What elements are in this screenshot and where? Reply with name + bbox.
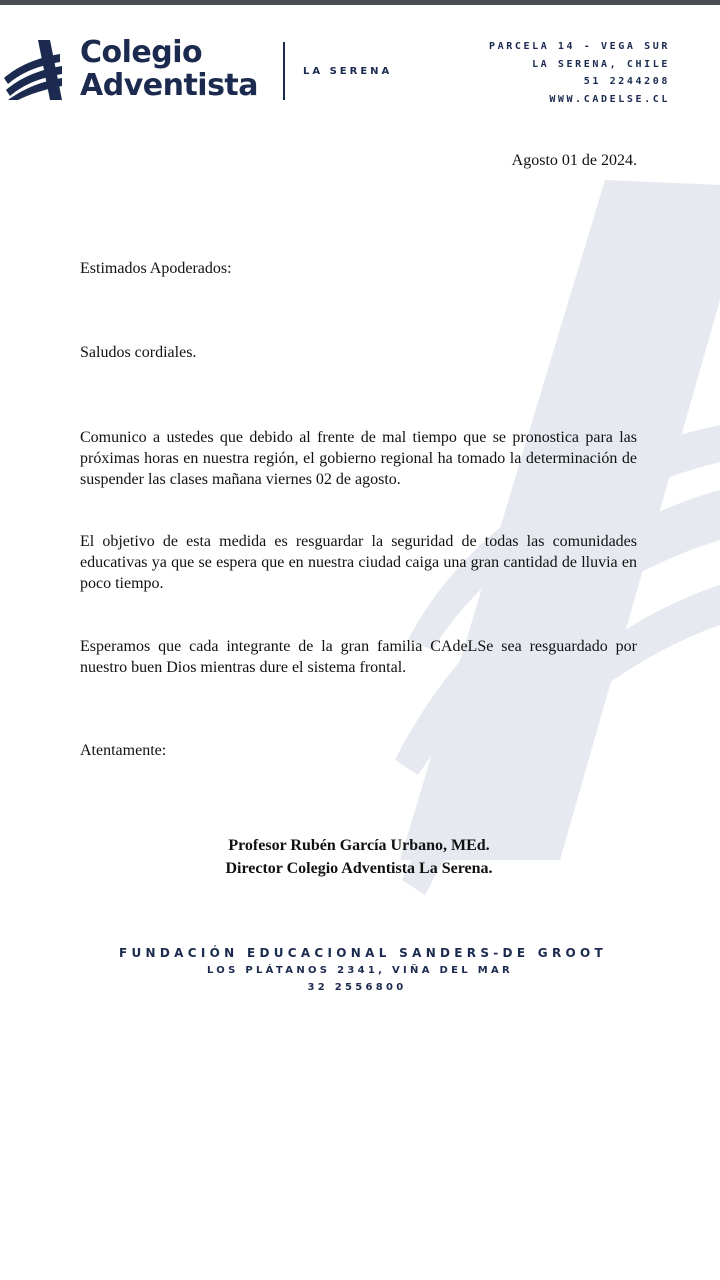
school-name [80, 36, 258, 102]
letter-paragraph-3: Esperamos que cada integrante de la gran familia CAdeLSe sea resguardado por nuestro buen Dios mientras dure el sistema frontal. [80, 638, 637, 676]
letter-greeting: Estimados Apoderados: [80, 260, 232, 277]
footer-phone: 32 2556800 [307, 982, 407, 993]
letter-salutation: Saludos cordiales. [80, 344, 197, 361]
contact-address: PARCELA 14 - VEGA SUR [488, 41, 670, 52]
school-name-line2: Adventista [80, 68, 259, 103]
school-name-line1: Colegio [80, 35, 203, 70]
school-logo-icon [4, 40, 62, 100]
signer-title: Director Colegio Adventista La Serena. [225, 860, 493, 877]
letter-paragraph-2: El objetivo de esta medida es resguardar la seguridad de todas las comunidades educativas ya que se espera que en nuestra ciudad caiga una gran cantidad de lluvia en poco tiempo. [80, 533, 637, 592]
letter-footer [0, 944, 720, 996]
letter-closing: Atentamente: [80, 742, 167, 759]
footer-foundation: FUNDACIÓN EDUCACIONAL SANDERS-DE GROOT [119, 946, 607, 960]
contact-phone: 51 2244208 [583, 76, 670, 87]
letter-date: Agosto 01 de 2024. [511, 152, 637, 169]
contact-website: WWW.CADELSE.CL [549, 93, 670, 105]
footer-address: LOS PLÁTANOS 2341, VIÑA DEL MAR [206, 965, 514, 976]
letter-paragraph-1: Comunico a ustedes que debido al frente de mal tiempo que se pronostica para las próximas horas en nuestra región, el gobierno regional ha tomado la determinación de suspender las clases mañana viernes 02 de agosto. [80, 429, 637, 488]
header-divider [283, 42, 285, 100]
signature-block [0, 834, 720, 880]
contact-city: LA SERENA, CHILE [532, 58, 670, 70]
contact-block [489, 38, 670, 108]
campus-label: LA SERENA [303, 66, 393, 77]
signer-name: Profesor Rubén García Urbano, MEd. [228, 837, 490, 854]
